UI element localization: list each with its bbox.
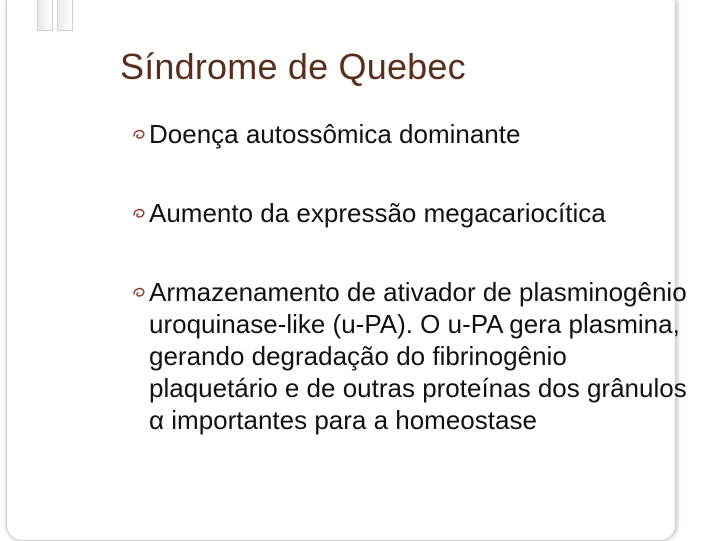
bullet-list	[130, 118, 700, 483]
bullet-text: Armazenamento de ativador de plasminogênio uroquinase-like (u-PA). O u-PA gera plasmina, gerando degradação do fibrinogênio plaquetário e de outras proteínas dos grânulos α importantes para a homeostase	[149, 277, 687, 435]
swirl-bullet-icon	[132, 206, 146, 220]
slide-title: Síndrome de Quebec	[120, 46, 466, 87]
swirl-bullet-icon	[132, 127, 146, 141]
bullet-text: Doença autossômica dominante	[149, 119, 521, 149]
bullet-item	[130, 276, 700, 436]
swirl-bullet-icon	[132, 285, 146, 299]
decorative-bar	[57, 0, 73, 31]
bullet-item	[130, 118, 700, 150]
bullet-text: Aumento da expressão megacariocítica	[149, 198, 606, 228]
decorative-bar	[37, 0, 53, 31]
bullet-item	[130, 197, 700, 229]
